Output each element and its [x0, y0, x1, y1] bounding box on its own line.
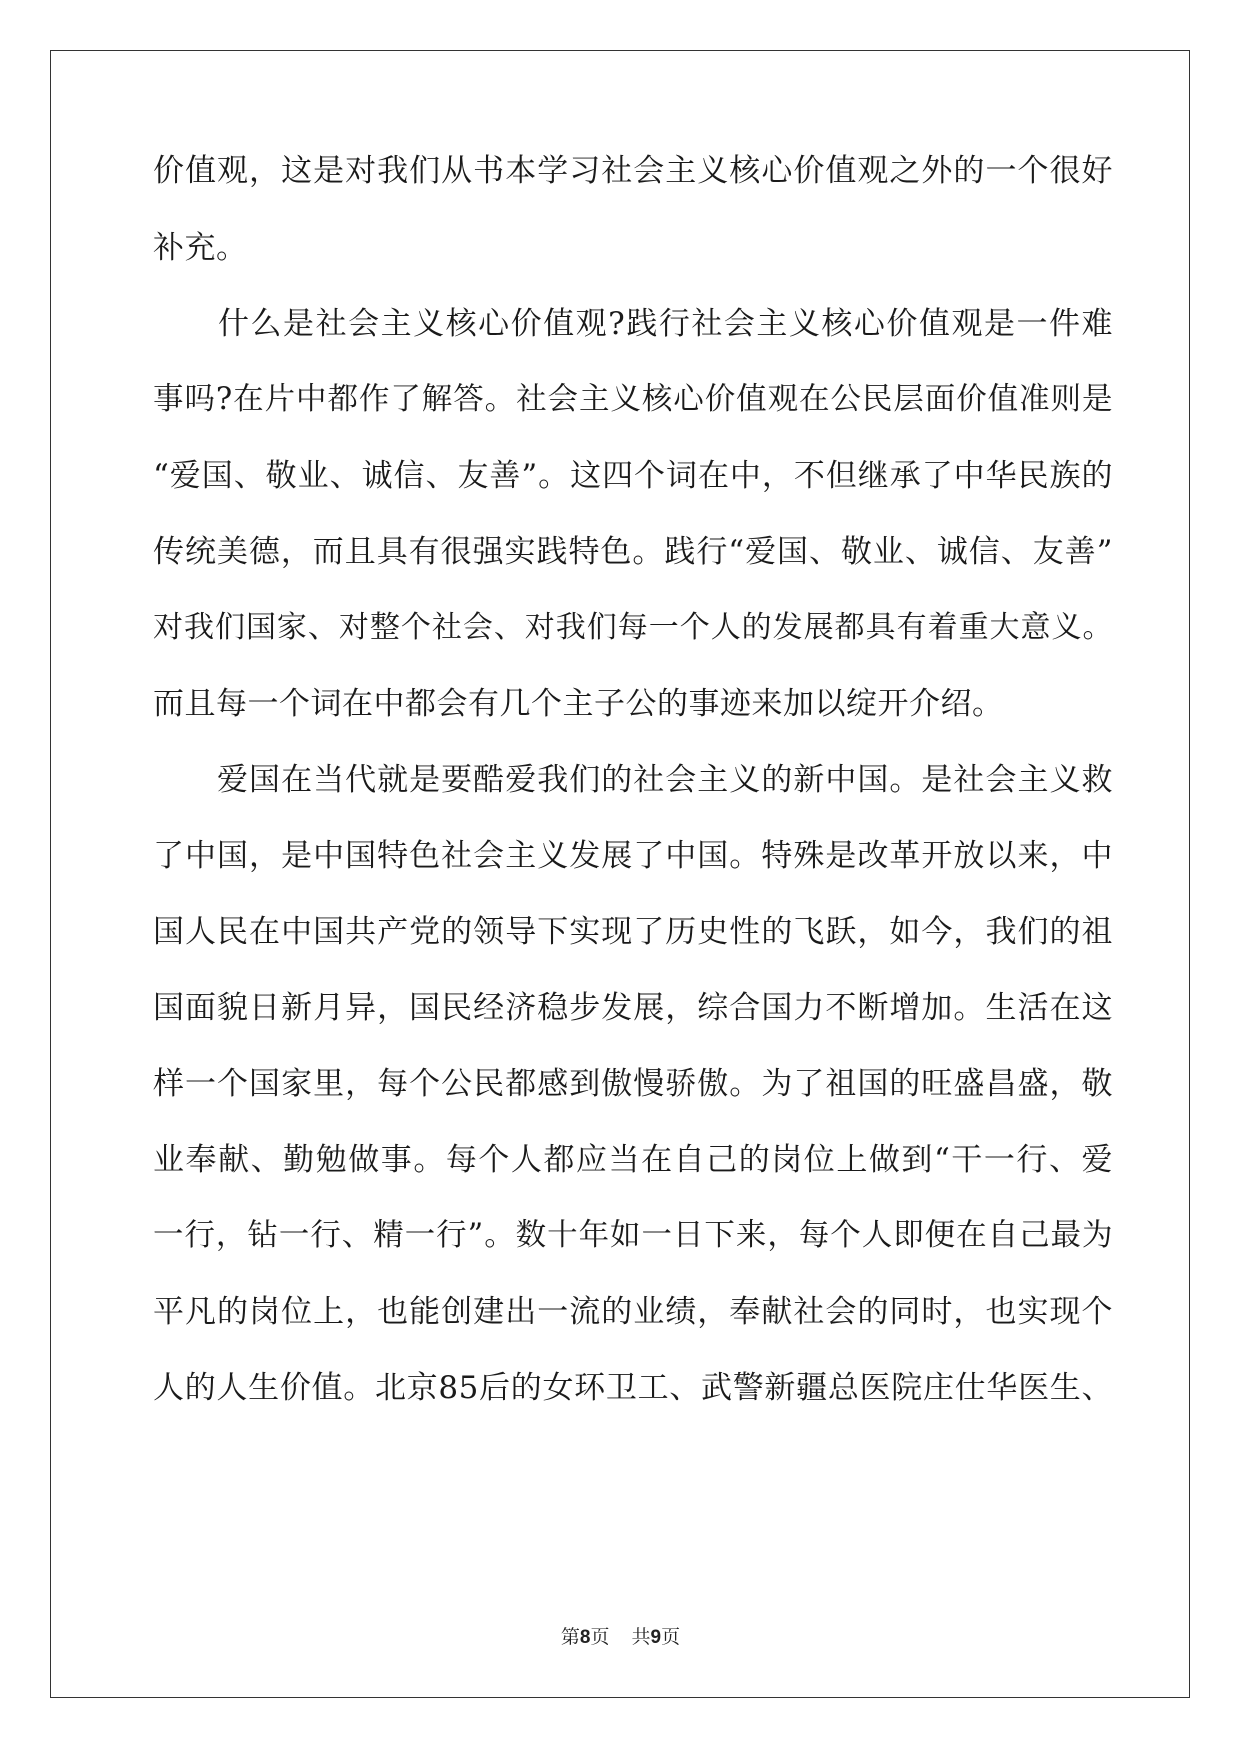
- text-line: 补充。: [153, 230, 248, 266]
- text-line: 了中国，是中国特色社会主义发展了中国。特殊是改革开放以来，中: [153, 838, 1113, 874]
- page-prefix: 第: [560, 1626, 580, 1648]
- text-line: 传统美德，而且具有很强实践特色。践行“爱国、敬业、诚信、友善”: [153, 534, 1113, 570]
- text-line: 国面貌日新月异，国民经济稳步发展，综合国力不断增加。生活在这: [153, 990, 1113, 1026]
- page-current: 8: [579, 1627, 591, 1648]
- text-line: 价值观，这是对我们从书本学习社会主义核心价值观之外的一个很好: [153, 153, 1113, 189]
- text-line: 爱国在当代就是要酷爱我们的社会主义的新中国。是社会主义救: [153, 762, 1113, 798]
- text-line: 样一个国家里，每个公民都感到傲慢骄傲。为了祖国的旺盛昌盛，敬: [153, 1066, 1113, 1102]
- text-line: 国人民在中国共产党的领导下实现了历史性的飞跃，如今，我们的祖: [153, 914, 1113, 950]
- text-line: 而且每一个词在中都会有几个主子公的事迹来加以绽开介绍。: [153, 686, 1004, 722]
- text-line: “爱国、敬业、诚信、友善”。这四个词在中，不但继承了中华民族的: [153, 458, 1113, 494]
- text-line: 人的人生价值。北京85后的女环卫工、武警新疆总医院庄仕华医生、: [153, 1370, 1113, 1406]
- page-total: 9: [650, 1627, 662, 1648]
- text-line: 什么是社会主义核心价值观?践行社会主义核心价值观是一件难: [153, 306, 1113, 342]
- total-prefix: 共: [631, 1626, 651, 1648]
- text-line: 业奉献、勤勉做事。每个人都应当在自己的岗位上做到“干一行、爱: [153, 1142, 1113, 1178]
- page-suffix: 页: [590, 1626, 610, 1648]
- text-line: 事吗?在片中都作了解答。社会主义核心价值观在公民层面价值准则是: [153, 382, 1113, 417]
- text-line: 一行，钻一行、精一行”。数十年如一日下来，每个人即便在自己最为: [153, 1218, 1113, 1253]
- total-suffix: 页: [661, 1626, 681, 1648]
- text-line: 平凡的岗位上，也能创建出一流的业绩，奉献社会的同时，也实现个: [153, 1294, 1113, 1330]
- text-line: 对我们国家、对整个社会、对我们每一个人的发展都具有着重大意义。: [153, 610, 1113, 645]
- page-footer: [0, 1625, 1241, 1650]
